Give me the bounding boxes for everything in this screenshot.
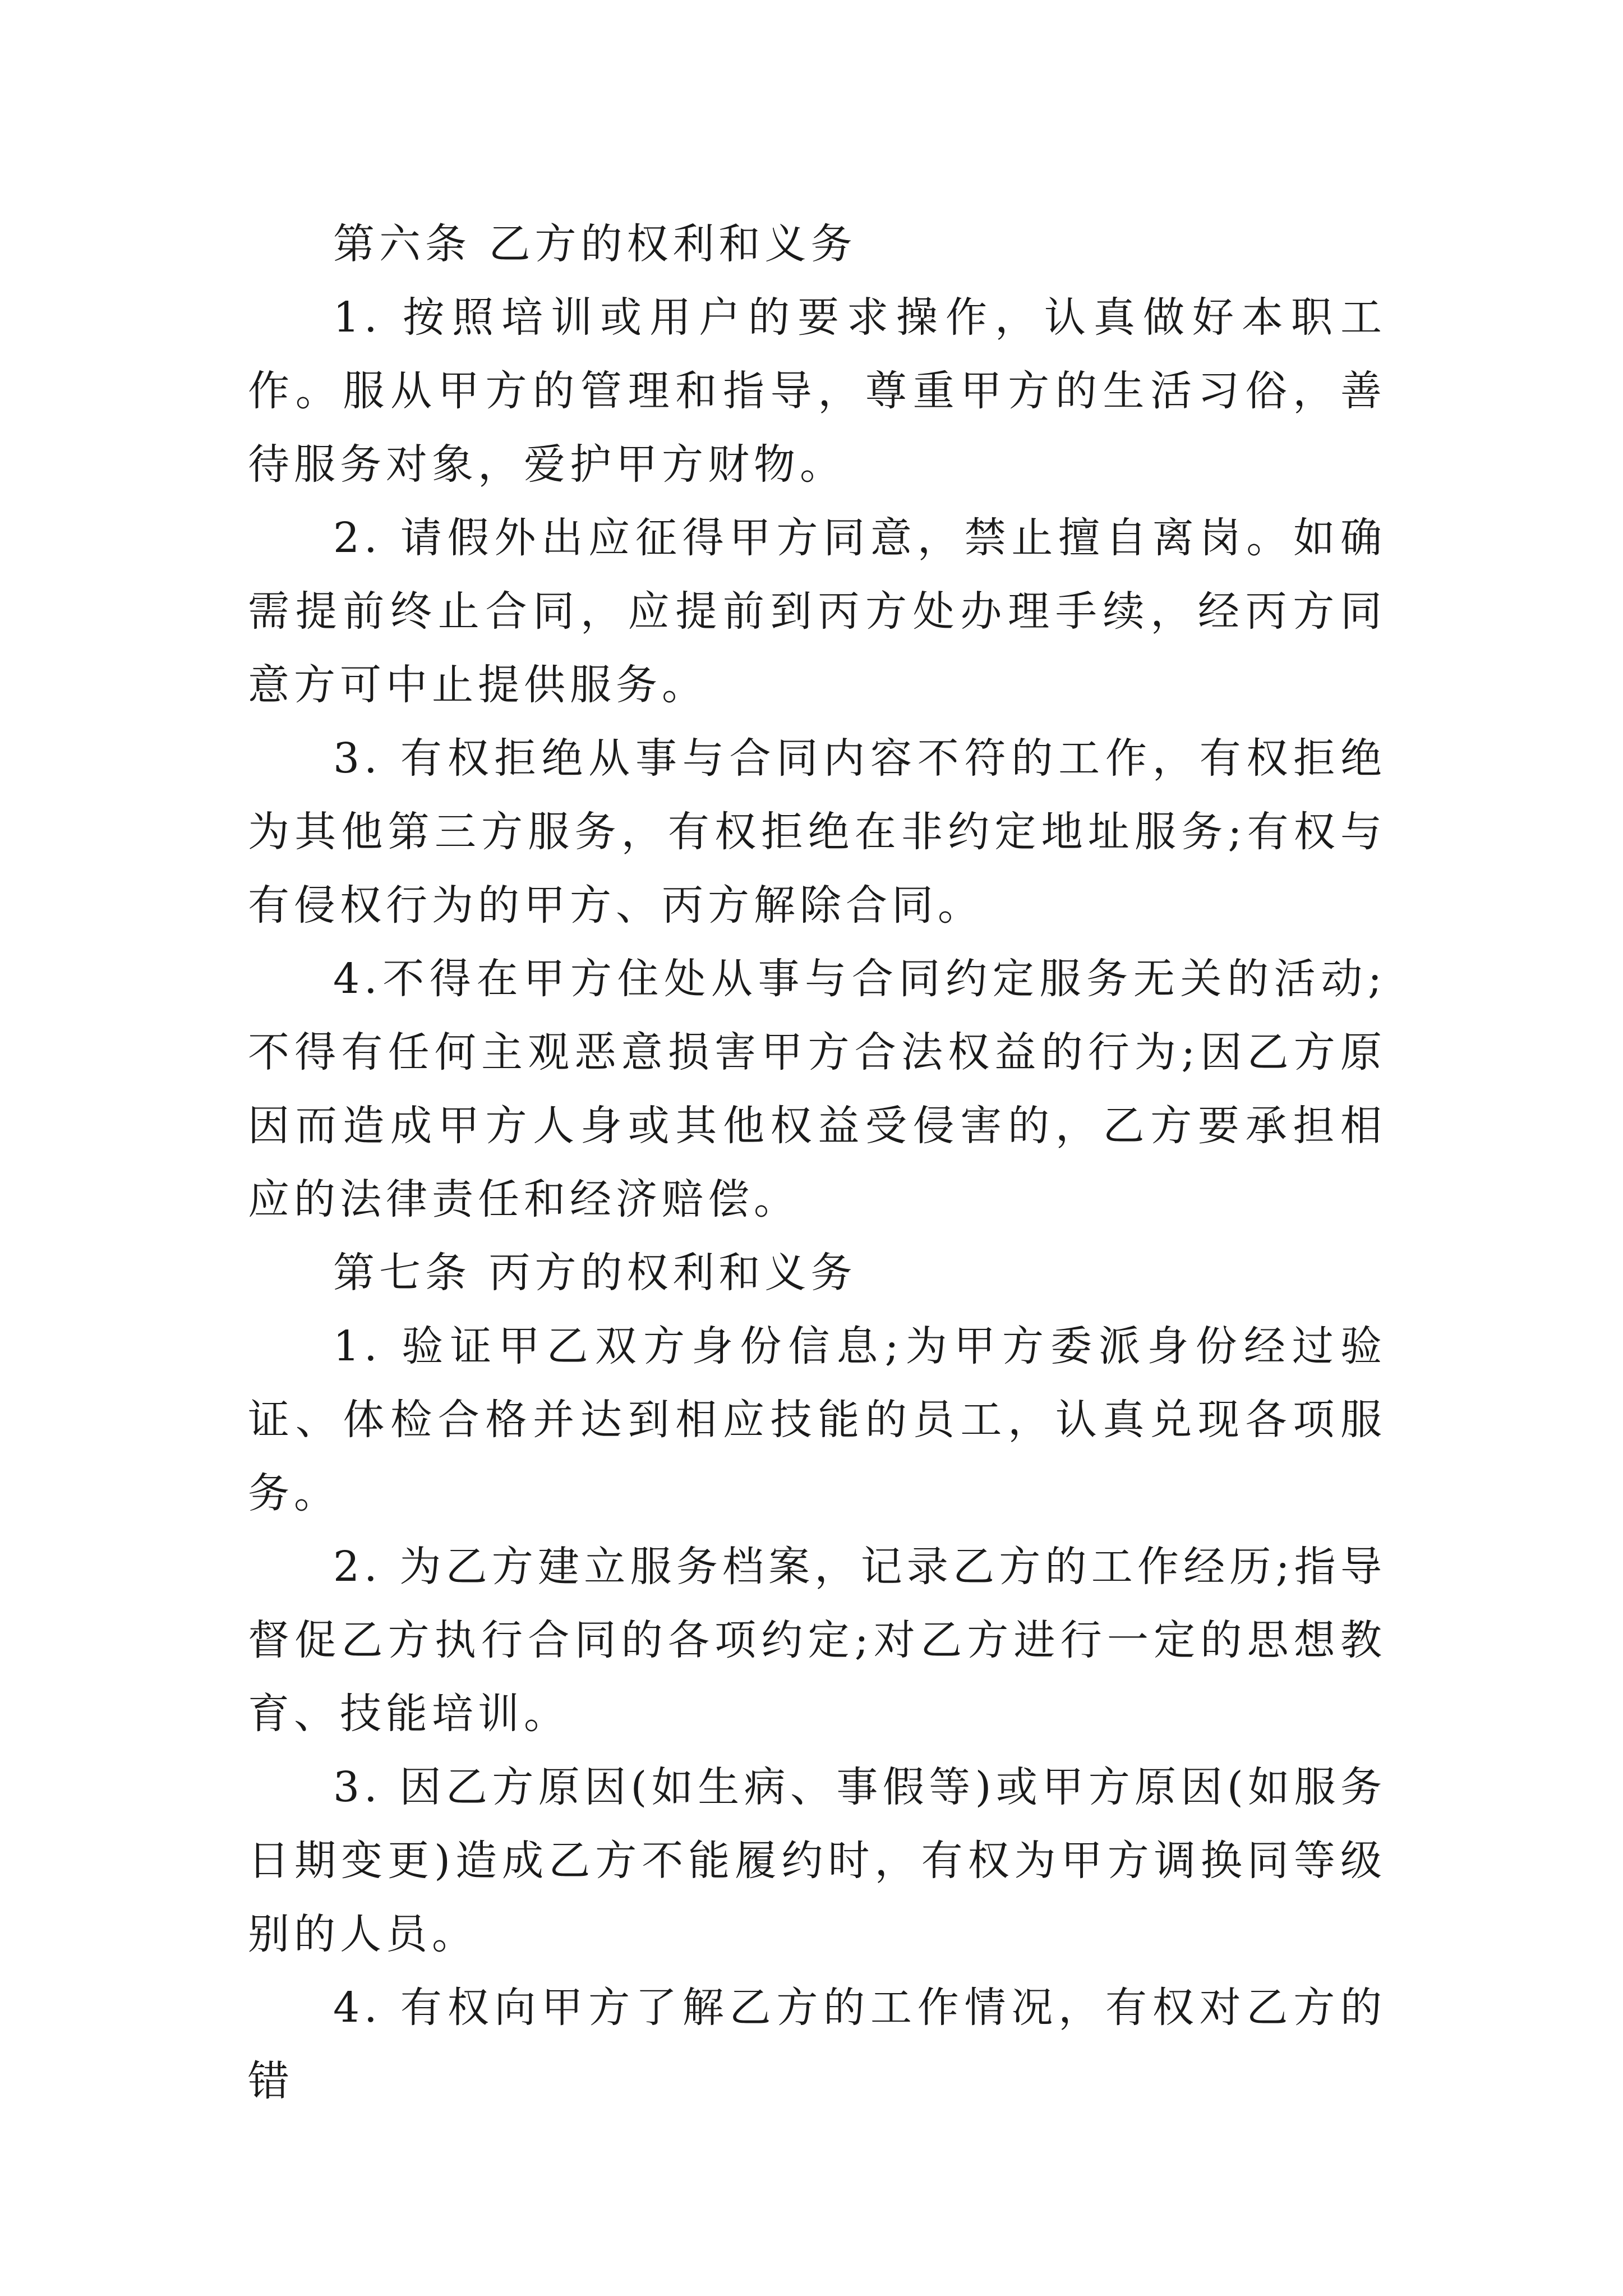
section-6-heading: 第六条 乙方的权利和义务: [333, 220, 857, 268]
section-7-item-3: 3. 因乙方原因(如生病、事假等)或甲方原因(如服务日期变更)造成乙方不能履约时，有权为甲方调换同等级别的人员。: [248, 1763, 1386, 1958]
section-6-item-1: 1. 按照培训或用户的要求操作，认真做好本职工作。服从甲方的管理和指导，尊重甲方的生活习俗，善待服务对象，爱护甲方财物。: [248, 293, 1386, 489]
section-6-item-3: 3. 有权拒绝从事与合同内容不符的工作，有权拒绝为其他第三方服务，有权拒绝在非约定地址服务;有权与有侵权行为的甲方、丙方解除合同。: [248, 734, 1386, 930]
section-6-item-4: 4.不得在甲方住处从事与合同约定服务无关的活动;不得有任何主观恶意损害甲方合法权益的行为;因乙方原因而造成甲方人身或其他权益受侵害的，乙方要承担相应的法律责任和经济赔偿。: [248, 955, 1386, 1223]
document-body: [248, 208, 1386, 2118]
section-7-heading: 第七条 丙方的权利和义务: [333, 1249, 857, 1297]
section-7-item-2: 2. 为乙方建立服务档案，记录乙方的工作经历;指导督促乙方执行合同的各项约定;对乙方进行一定的思想教育、技能培训。: [248, 1543, 1386, 1738]
section-7-item-1: 1. 验证甲乙双方身份信息;为甲方委派身份经过验证、体检合格并达到相应技能的员工，认真兑现各项服务。: [248, 1322, 1386, 1517]
section-6-item-2: 2. 请假外出应征得甲方同意，禁止擅自离岗。如确需提前终止合同，应提前到丙方处办理手续，经丙方同意方可中止提供服务。: [248, 514, 1386, 709]
section-7-item-4: 4. 有权向甲方了解乙方的工作情况，有权对乙方的错: [248, 1984, 1386, 2105]
